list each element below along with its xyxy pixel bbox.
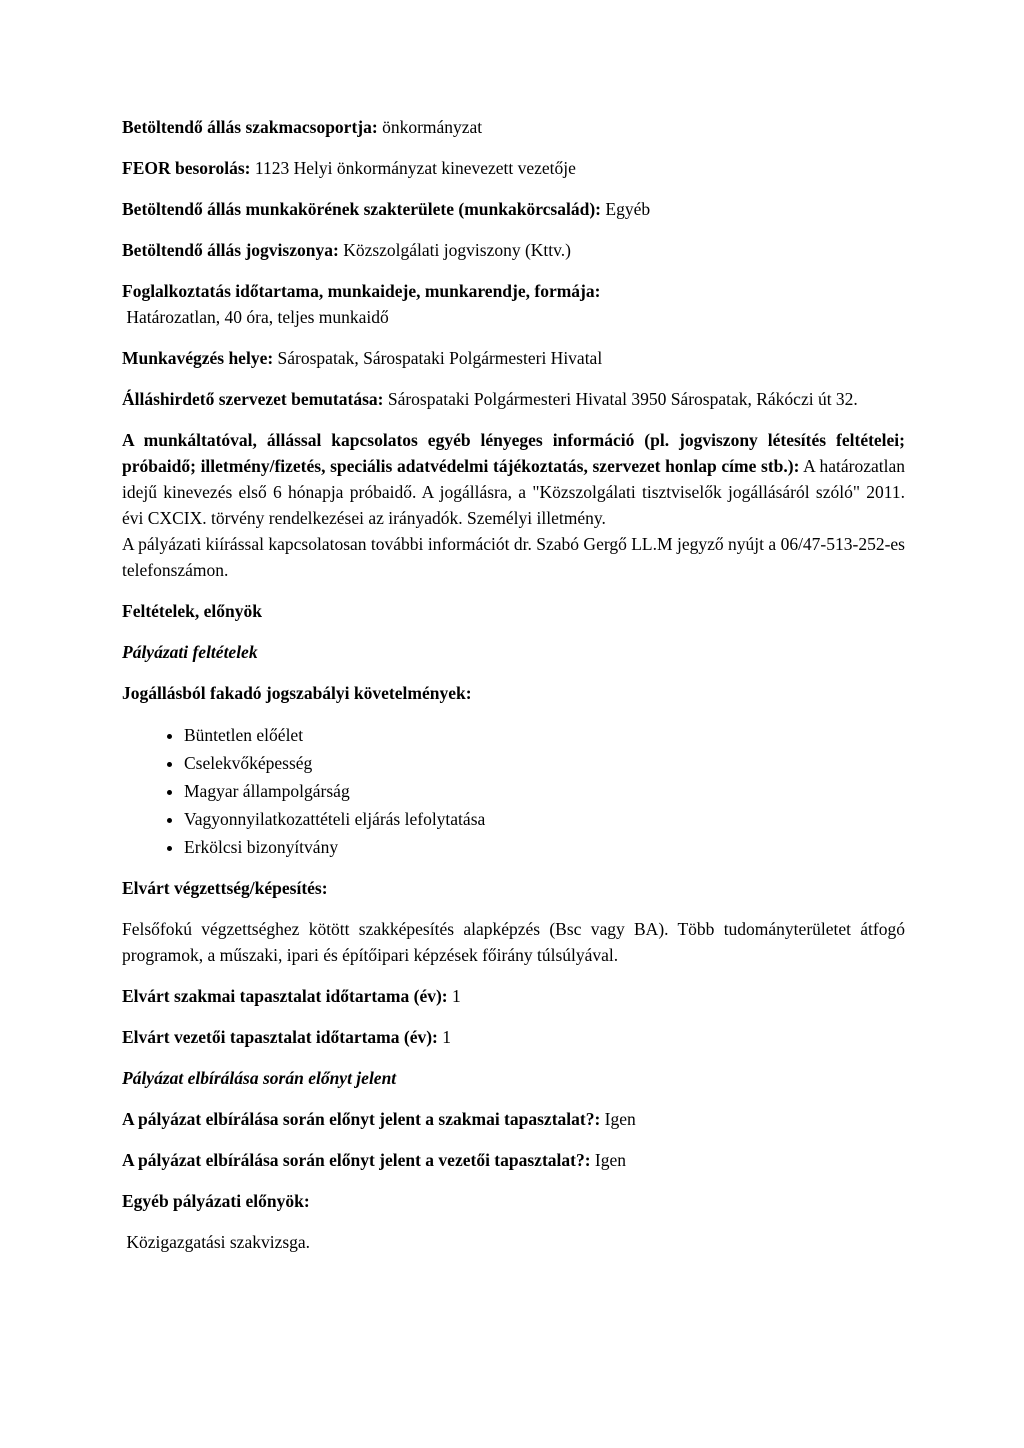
- field-szakmacsoport-label: Betöltendő állás szakmacsoportja:: [122, 117, 378, 137]
- paragraph-egyeb-informacio-text-2: A pályázati kiírással kapcsolatosan további információt dr. Szabó Gergő LL.M jegyző nyújt a 06/47-513-252-es telefonszámon.: [122, 534, 905, 580]
- field-foglalkoztatas-value: Határozatlan, 40 óra, teljes munkaidő: [122, 307, 389, 327]
- bullet-item: • Cselekvőképesség: [184, 749, 905, 777]
- heading-feltetelek-elonyok: Feltételek, előnyök: [122, 601, 262, 621]
- paragraph-egyeb-informacio-label: A munkáltatóval, állással kapcsolatos egyéb lényeges információ (pl. jogviszony létesítés feltételei; próbaidő; illetmény/fizetés, speciális adatvédelmi tájékoztatás, szervezet honlap címe stb.):: [122, 430, 905, 476]
- requirements-bullet-list: [122, 721, 905, 861]
- field-allashirdeto: [122, 386, 905, 412]
- field-jogviszony-value: Közszolgálati jogviszony (Kttv.): [343, 240, 571, 260]
- field-szakmacsoport: [122, 114, 905, 140]
- heading-palyazati-feltetelek: Pályázati feltételek: [122, 642, 258, 662]
- job-posting-document: [122, 0, 905, 1255]
- field-elony-szakmai-label: A pályázat elbírálása során előnyt jelent a szakmai tapasztalat?:: [122, 1109, 601, 1129]
- field-vezetoi-tapasztalat-label: Elvárt vezetői tapasztalat időtartama (év):: [122, 1027, 438, 1047]
- field-elony-vezetoi-value: Igen: [594, 1150, 627, 1170]
- field-munkavegzes-helye-value: Sárospatak, Sárospataki Polgármesteri Hivatal: [277, 348, 603, 368]
- paragraph-vegzettseg: Felsőfokú végzettséghez kötött szakképesítés alapképzés (Bsc vagy BA). Több tudományterületet átfogó programok, a műszaki, ipari és építőipari képzések főirány túlsúlyával.: [122, 919, 905, 965]
- paragraph-egyeb-informacio-text-1: A határozatlan idejű kinevezés első 6 hónapja próbaidő. A jogállásra, a "Közszolgálati tisztviselők jogállásáról szóló" 2011. évi CXCIX. törvény rendelkezései az irányadók. Személyi illetmény.: [122, 456, 905, 528]
- field-munkavegzes-helye-label: Munkavégzés helye:: [122, 348, 274, 368]
- bullet-item: • Magyar állampolgárság: [184, 777, 905, 805]
- paragraph-kozigazgatasi: Közigazgatási szakvizsga.: [122, 1232, 311, 1252]
- field-elony-vezetoi: [122, 1147, 905, 1173]
- heading-egyeb-elonyok: Egyéb pályázati előnyök:: [122, 1191, 310, 1211]
- field-allashirdeto-label: Álláshirdető szervezet bemutatása:: [122, 389, 384, 409]
- paragraph-egyeb-informacio: [122, 427, 905, 583]
- bullet-item: • Erkölcsi bizonyítvány: [184, 833, 905, 861]
- heading-elvart-vegzettseg: Elvárt végzettség/képesítés:: [122, 878, 328, 898]
- field-elony-szakmai-value: Igen: [604, 1109, 636, 1129]
- field-vezetoi-tapasztalat: [122, 1024, 905, 1050]
- field-feor: [122, 155, 905, 181]
- bullet-item: • Büntetlen előélet: [184, 721, 905, 749]
- field-szakmai-tapasztalat-label: Elvárt szakmai tapasztalat időtartama (év):: [122, 986, 448, 1006]
- field-feor-label: FEOR besorolás:: [122, 158, 251, 178]
- field-jogviszony: [122, 237, 905, 263]
- field-szakterulet: [122, 196, 905, 222]
- field-jogviszony-label: Betöltendő állás jogviszonya:: [122, 240, 339, 260]
- bullet-item: • Vagyonnyilatkozattételi eljárás lefolytatása: [184, 805, 905, 833]
- field-szakmai-tapasztalat: [122, 983, 905, 1009]
- field-szakmacsoport-value: önkormányzat: [382, 117, 483, 137]
- field-szakterulet-value: Egyéb: [605, 199, 651, 219]
- field-feor-value: 1123 Helyi önkormányzat kinevezett vezetője: [254, 158, 576, 178]
- field-foglalkoztatas-label: Foglalkoztatás időtartama, munkaideje, munkarendje, formája:: [122, 281, 601, 301]
- field-elony-vezetoi-label: A pályázat elbírálása során előnyt jelent a vezetői tapasztalat?:: [122, 1150, 591, 1170]
- heading-elbiralas-elony: Pályázat elbírálása során előnyt jelent: [122, 1068, 397, 1088]
- heading-jogallasbol-fakado: Jogállásból fakadó jogszabályi követelmények:: [122, 683, 472, 703]
- field-szakmai-tapasztalat-value: 1: [452, 986, 461, 1006]
- field-munkavegzes-helye: [122, 345, 905, 371]
- field-vezetoi-tapasztalat-value: 1: [442, 1027, 451, 1047]
- field-allashirdeto-value: Sárospataki Polgármesteri Hivatal 3950 Sárospatak, Rákóczi út 32.: [387, 389, 858, 409]
- field-elony-szakmai: [122, 1106, 905, 1132]
- field-szakterulet-label: Betöltendő állás munkakörének szakterülete (munkakörcsalád):: [122, 199, 601, 219]
- field-foglalkoztatas: [122, 278, 905, 330]
